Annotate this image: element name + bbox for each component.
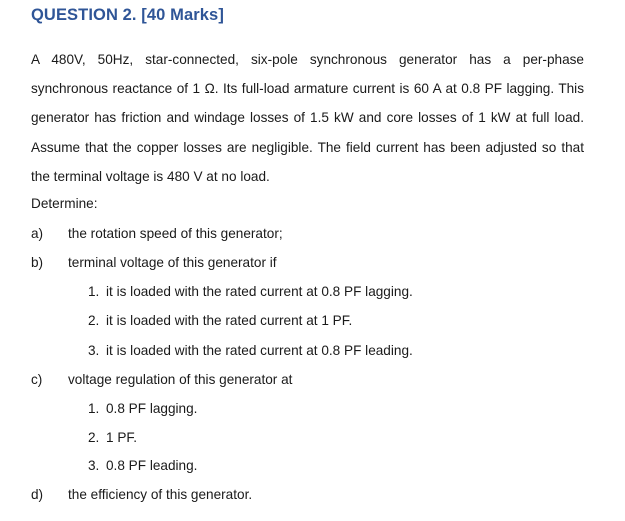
part-b-sub2-marker: 2. <box>88 313 100 328</box>
problem-statement: A 480V, 50Hz, star-connected, six-pole synchronous generator has a per-phase synchronous reactance of 1 Ω. Its full-load armature current is 60 A at 0.8 PF lagging. This generator has friction and windage losses of 1.5 kW and core losses of 1 kW at full load. Assume that the copper losses are negligible. The field current has been adjusted so that the terminal voltage is 480 V at no load. <box>31 52 584 184</box>
part-b-sub2-text: it is loaded with the rated current at 1 PF. <box>106 313 353 328</box>
part-d-marker: d) <box>31 487 44 502</box>
part-b-marker: b) <box>31 255 44 270</box>
part-d-text: the efficiency of this generator. <box>68 487 253 502</box>
part-a-marker: a) <box>31 226 44 241</box>
part-c-sub3-text: 0.8 PF leading. <box>106 458 198 473</box>
part-b-sub3-text: it is loaded with the rated current at 0.8 PF leading. <box>106 343 413 358</box>
part-c-sub3-marker: 3. <box>88 458 100 473</box>
part-c-sub1-text: 0.8 PF lagging. <box>106 401 198 416</box>
part-b-sub1-marker: 1. <box>88 284 100 299</box>
part-a-text: the rotation speed of this generator; <box>68 226 283 241</box>
part-c-text: voltage regulation of this generator at <box>68 372 293 387</box>
part-c-sub2-marker: 2. <box>88 430 100 445</box>
part-b-text: terminal voltage of this generator if <box>68 255 277 270</box>
part-b-sub1-text: it is loaded with the rated current at 0.8 PF lagging. <box>106 284 413 299</box>
part-c-sub2-text: 1 PF. <box>106 430 137 445</box>
part-b-sub3-marker: 3. <box>88 343 100 358</box>
part-c-sub1-marker: 1. <box>88 401 100 416</box>
determine-label: Determine: <box>31 196 98 211</box>
part-c-marker: c) <box>31 372 43 387</box>
question-heading: QUESTION 2. [40 Marks] <box>31 6 224 24</box>
